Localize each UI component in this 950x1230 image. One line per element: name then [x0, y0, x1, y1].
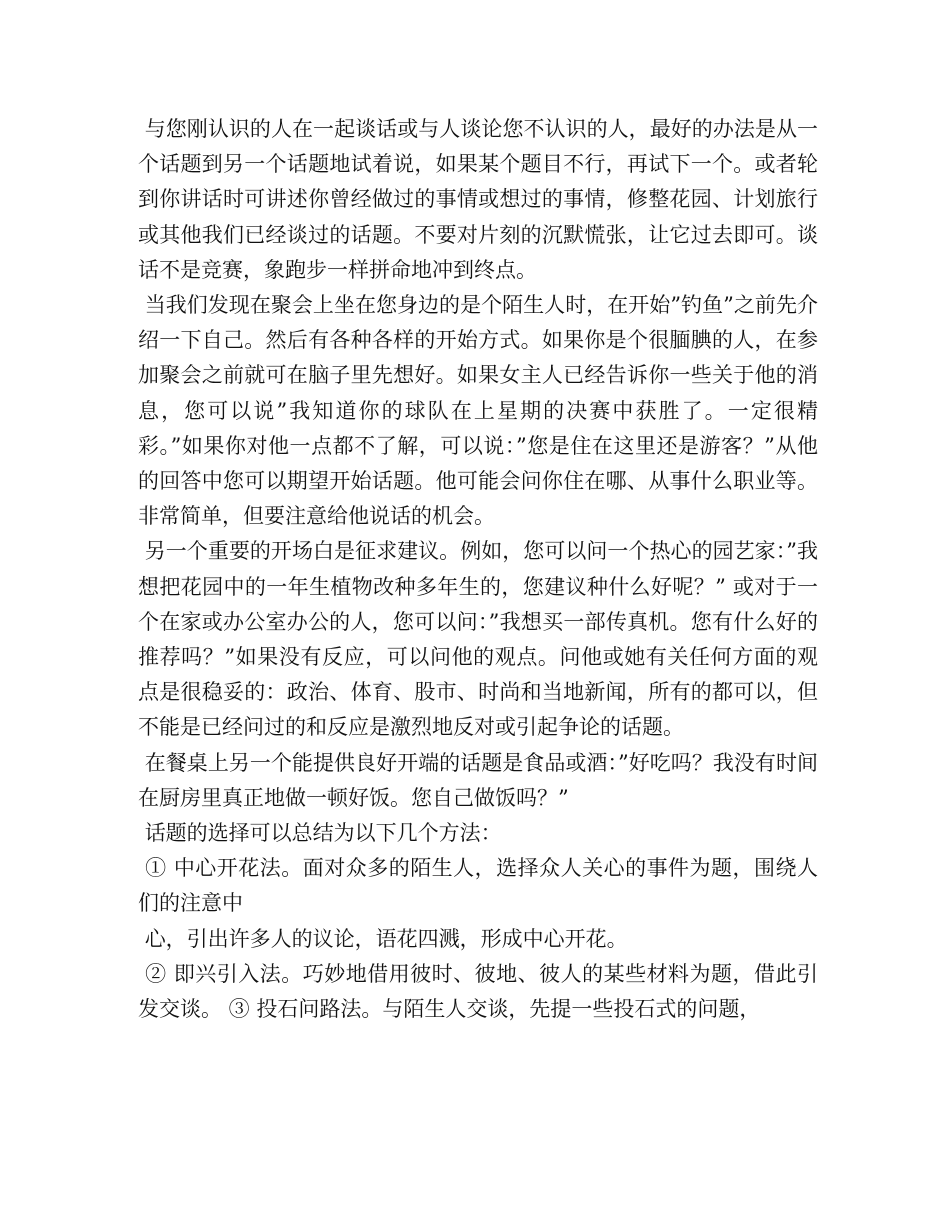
- paragraph-method-improvise: ② 即兴引入法。巧妙地借用彼时、彼地、彼人的某些材料为题，借此引发交谈。 ③ 投石问路法。与陌生人交谈，先提一些投石式的问题，: [138, 961, 818, 1022]
- paragraph-method-center-cont: 心，引出许多人的议论，语花四溅，形成中心开花。: [138, 926, 628, 951]
- paragraph-method-center: ① 中心开花法。面对众多的陌生人，选择众人关心的事件为题，围绕人们的注意中: [138, 856, 818, 916]
- paragraph-party-stranger: 当我们发现在聚会上坐在您身边的是个陌生人时，在开始”钓鱼”之前先介绍一下自己。然后有各种各样的开始方式。如果你是个很腼腆的人，在参加聚会之前就可在脑子里先想好。如果女主人已经告诉你一些关于他的消息，您可以说”我知道你的球队在上星期的决赛中获胜了。一定很精彩。”如果你对他一点都不了解，可以说：”您是住在这里还是游客？”从他的回答中您可以期望开始话题。他可能会问你住在哪、从事什么职业等。非常简单，但要注意给他说话的机会。: [138, 293, 818, 529]
- paragraph-topic-methods-intro: 话题的选择可以总结为以下几个方法：: [138, 821, 502, 846]
- paragraph-opening-strategy: 与您刚认识的人在一起谈话或与人谈论您不认识的人，最好的办法是从一个话题到另一个话题地试着说，如果某个题目不行，再试下一个。或者轮到你讲话时可讲述你曾经做过的事情或想过的事情，修整花园、计划旅行或其他我们已经谈过的话题。不要对片刻的沉默慌张，让它过去即可。谈话不是竞赛，象跑步一样拼命地冲到终点。: [138, 117, 818, 282]
- paragraph-asking-advice: 另一个重要的开场白是征求建议。例如，您可以问一个热心的园艺家：”我想把花园中的一年生植物改种多年生的，您建议种什么好呢？” 或对于一个在家或办公室办公的人，您可以问：”我想买一部传真机。您有什么好的推荐吗？”如果没有反应，可以问他的观点。问他或她有关任何方面的观点是很稳妥的：政治、体育、股市、时尚和当地新闻，所有的都可以，但不能是已经问过的和反应是激烈地反对或引起争论的话题。: [138, 539, 818, 740]
- paragraph-dining-table: 在餐桌上另一个能提供良好开端的话题是食品或酒：”好吃吗？我没有时间在厨房里真正地做一顿好饭。您自己做饭吗？”: [138, 750, 818, 810]
- document-page: [138, 112, 818, 1027]
